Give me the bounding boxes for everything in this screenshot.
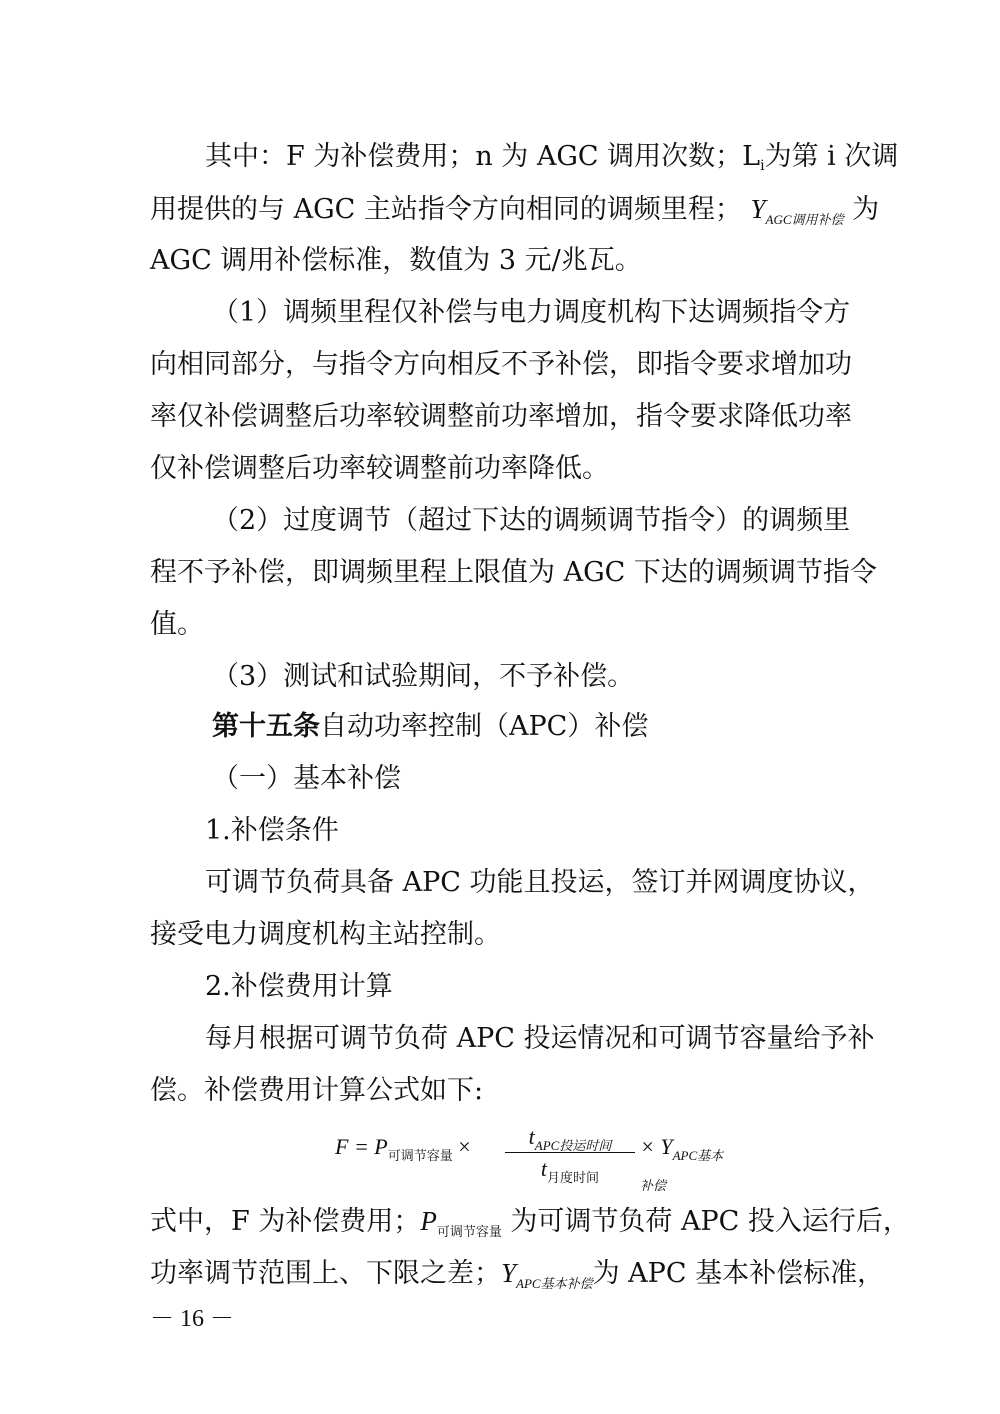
- paragraph-line: （2）过度调节（超过下达的调频调节指令）的调频里: [212, 505, 851, 536]
- subsection-heading: 2.补偿费用计算: [205, 971, 393, 1002]
- section-heading: （一）基本补偿: [212, 763, 401, 794]
- subsection-heading: 1.补偿条件: [205, 815, 339, 846]
- paragraph-line: 率仅补偿调整后功率较调整前功率增加，指令要求降低功率: [150, 401, 852, 432]
- formula-rhs: × $Y_{APC基本补偿}$: [640, 1134, 724, 1193]
- paragraph-line: 可调节负荷具备 APC 功能且投运，签订并网调度协议，: [205, 867, 875, 898]
- paragraph-line: 接受电力调度机构主站控制。: [150, 919, 501, 950]
- paragraph-line: 每月根据可调节负荷 APC 投运情况和可调节容量给予补: [205, 1023, 875, 1054]
- paragraph-line: 偿。补偿费用计算公式如下:: [150, 1075, 484, 1106]
- page-number: － 16 －: [150, 1306, 234, 1332]
- article-heading: 第十五条自动功率控制（APC）补偿: [212, 711, 649, 742]
- formula-lhs: $F = P_{可调节容量}$ ×: [335, 1134, 471, 1163]
- formula-numerator: $t_{APC投运时间}$: [528, 1124, 612, 1153]
- paragraph-line: 其中：F 为补偿费用；n 为 AGC 调用次数；$L_i$为第 i 次调: [205, 141, 899, 174]
- paragraph-line: 功率调节范围上、下限之差；$Y_{APC基本补偿}$为 APC 基本补偿标准，: [150, 1258, 885, 1291]
- compensation-formula: [335, 1124, 735, 1193]
- paragraph-line: 程不予补偿，即调频里程上限值为 AGC 下达的调频调节指令: [150, 557, 877, 588]
- paragraph-line: （3）测试和试验期间，不予补偿。: [212, 661, 635, 692]
- paragraph-line: 向相同部分，与指令方向相反不予补偿，即指令要求增加功: [150, 349, 852, 380]
- paragraph-line: 用提供的与 AGC 主站指令方向相同的调频里程； $Y_{AGC调用补偿}$ 为: [150, 194, 880, 227]
- paragraph-line: 式中，F 为补偿费用；$P_{可调节容量}$ 为可调节负荷 APC 投入运行后，: [150, 1206, 910, 1239]
- formula-denominator: $t_{月度时间}$: [540, 1156, 600, 1185]
- paragraph-line: AGC 调用补偿标准，数值为 3 元/兆瓦。: [150, 245, 642, 276]
- paragraph-line: （1）调频里程仅补偿与电力调度机构下达调频指令方: [212, 297, 851, 328]
- paragraph-line: 值。: [150, 609, 204, 640]
- paragraph-line: 仅补偿调整后功率较调整前功率降低。: [150, 453, 609, 484]
- formula-fraction: [505, 1124, 635, 1183]
